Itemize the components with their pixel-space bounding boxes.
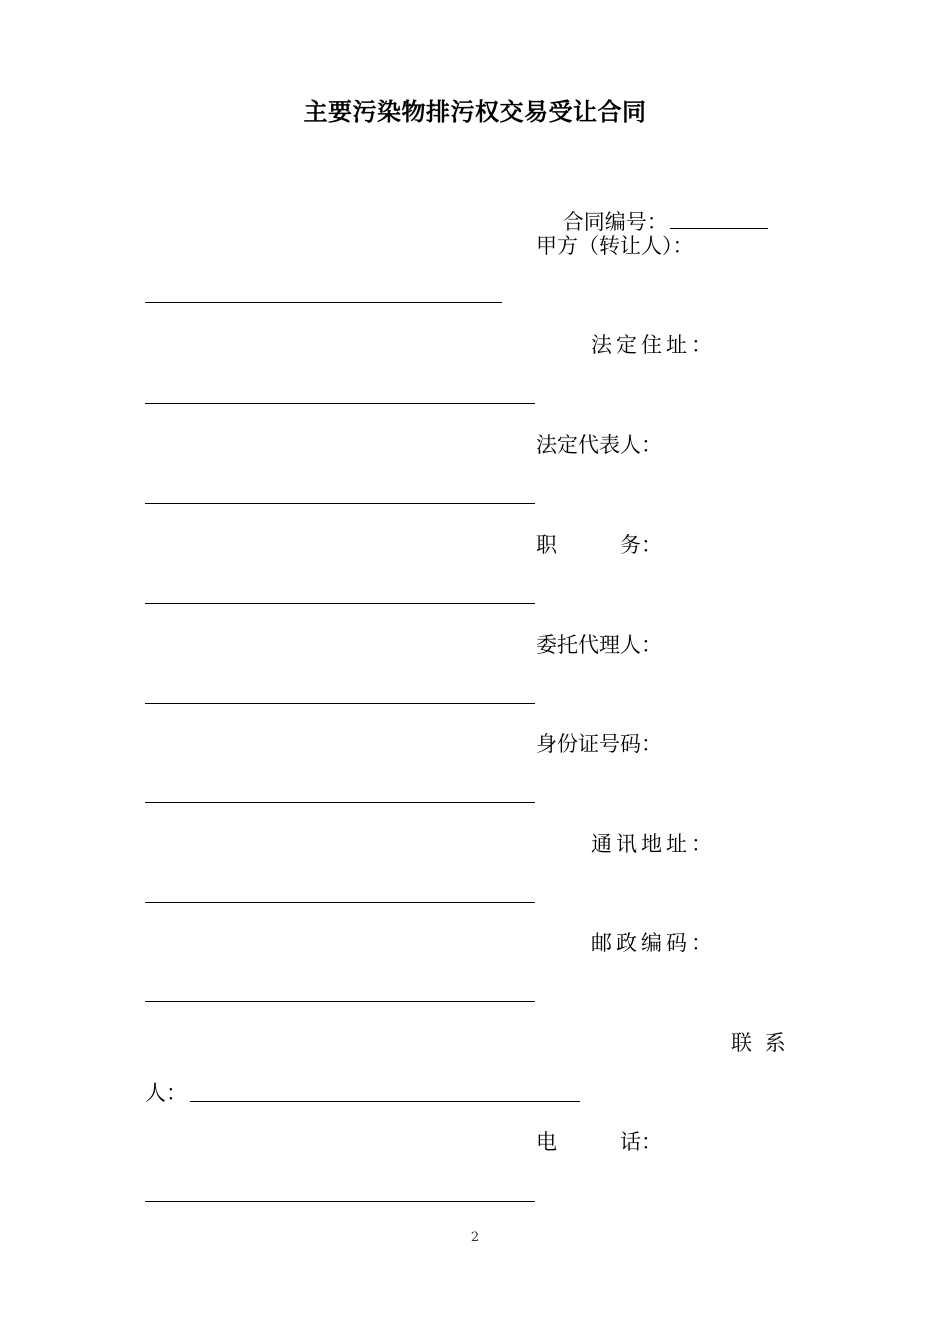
agent-label: 委托代理人： <box>536 633 662 657</box>
legal-address-blank[interactable] <box>145 403 535 404</box>
party-a-label: 甲方（转让人）： <box>536 234 694 258</box>
page-number: 2 <box>470 1230 480 1245</box>
postal-code-label: 邮政编码： <box>591 931 716 955</box>
contact-label-part1: 联 系 <box>731 1031 789 1055</box>
legal-address-label: 法定住址： <box>591 333 716 357</box>
party-a-blank[interactable] <box>145 302 502 303</box>
phone-label: 电 话： <box>536 1130 662 1154</box>
contract-number-blank[interactable] <box>670 210 768 229</box>
postal-code-blank[interactable] <box>145 1001 535 1002</box>
mailing-address-blank[interactable] <box>145 902 535 903</box>
id-number-blank[interactable] <box>145 802 535 803</box>
id-number-label: 身份证号码： <box>536 732 662 756</box>
position-label: 职 务： <box>536 533 662 557</box>
document-title: 主要污染物排污权交易受让合同 <box>303 98 647 126</box>
legal-representative-blank[interactable] <box>145 503 535 504</box>
contact-blank[interactable] <box>190 1101 580 1102</box>
contact-label-part2: 人： <box>145 1081 187 1105</box>
position-blank[interactable] <box>145 603 535 604</box>
phone-blank[interactable] <box>145 1201 535 1202</box>
agent-blank[interactable] <box>145 703 535 704</box>
legal-representative-label: 法定代表人： <box>536 433 662 457</box>
mailing-address-label: 通讯地址： <box>591 832 716 856</box>
contract-number-label: 合同编号： <box>562 210 668 234</box>
